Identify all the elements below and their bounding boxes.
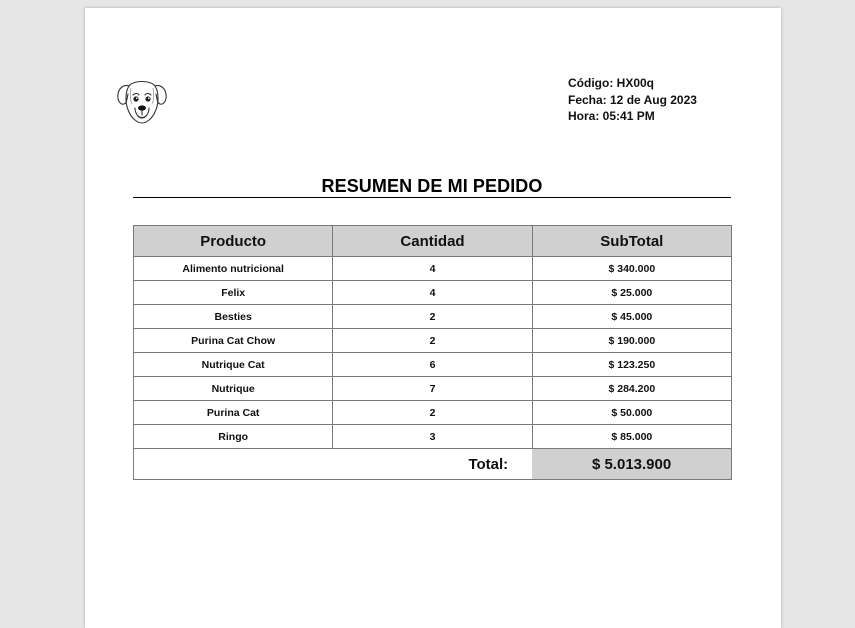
table-row — [134, 425, 732, 449]
order-date: Fecha: 12 de Aug 2023 — [568, 92, 697, 107]
cell-cantidad: 2 — [333, 401, 532, 425]
cell-producto: Besties — [134, 305, 333, 329]
cell-cantidad: 7 — [333, 377, 532, 401]
cell-subtotal: $ 85.000 — [532, 425, 731, 449]
cell-cantidad: 2 — [333, 305, 532, 329]
table-row — [134, 401, 732, 425]
cell-cantidad: 4 — [333, 257, 532, 281]
cell-subtotal: $ 123.250 — [532, 353, 731, 377]
cell-cantidad: 3 — [333, 425, 532, 449]
cell-producto: Nutrique Cat — [134, 353, 333, 377]
cell-producto: Purina Cat Chow — [134, 329, 333, 353]
order-code: Código: HX00q — [568, 76, 654, 90]
order-time: Hora: 05:41 PM — [568, 109, 655, 123]
document-page — [85, 8, 781, 628]
table-row — [134, 257, 732, 281]
dog-face-icon — [115, 74, 169, 128]
order-table — [133, 225, 732, 480]
cell-producto: Ringo — [134, 425, 333, 449]
table-row — [134, 377, 732, 401]
table-row — [134, 305, 732, 329]
cell-cantidad: 4 — [333, 281, 532, 305]
cell-producto: Felix — [134, 281, 333, 305]
total-label: Total: — [134, 449, 533, 480]
table-header-row — [134, 226, 732, 257]
total-value: $ 5.013.900 — [532, 449, 731, 480]
title-divider — [133, 197, 731, 198]
column-header-cantidad: Cantidad — [333, 226, 532, 257]
cell-subtotal: $ 190.000 — [532, 329, 731, 353]
cell-subtotal: $ 284.200 — [532, 377, 731, 401]
column-header-producto: Producto — [134, 226, 333, 257]
table-row — [134, 281, 732, 305]
cell-subtotal: $ 340.000 — [532, 257, 731, 281]
cell-cantidad: 6 — [333, 353, 532, 377]
column-header-subtotal: SubTotal — [532, 226, 731, 257]
total-row — [134, 449, 732, 480]
cell-producto: Alimento nutricional — [134, 257, 333, 281]
cell-producto: Purina Cat — [134, 401, 333, 425]
order-meta — [568, 75, 697, 125]
cell-subtotal: $ 25.000 — [532, 281, 731, 305]
cell-cantidad: 2 — [333, 329, 532, 353]
table-row — [134, 329, 732, 353]
cell-producto: Nutrique — [134, 377, 333, 401]
page-title: RESUMEN DE MI PEDIDO — [321, 176, 543, 196]
cell-subtotal: $ 45.000 — [532, 305, 731, 329]
table-row — [134, 353, 732, 377]
cell-subtotal: $ 50.000 — [532, 401, 731, 425]
